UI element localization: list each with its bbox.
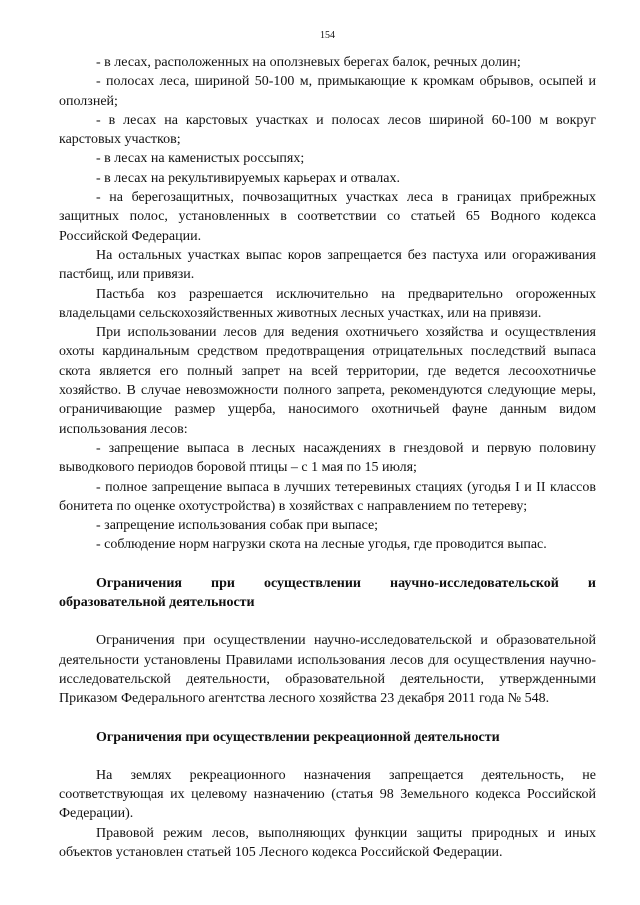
paragraph: Ограничения при осуществлении научно-исследовательской и образовательной деятельности установлены Правилами использования лесов для осуществления научно-исследовательской деятельности, образовательной деятельности, утвержденными Приказом Федерального агентства лесного хозяйства 23 декабря 2011 года № 548. [59,633,596,707]
paragraph: На землях рекреационного назначения запрещается деятельность, не соответствующая их целевому назначению (статья 98 Земельного кодекса Российской Федерации). [59,767,596,822]
paragraph: - на берегозащитных, почвозащитных участках леса в границах прибрежных защитных полос, установленных в соответствии со статьей 65 Водного кодекса Российской Федерации. [59,190,596,244]
paragraph: - в лесах, расположенных на оползневых берегах балок, речных долин; [96,55,521,70]
paragraph: - запрещение использования собак при выпасе; [96,518,379,534]
paragraph: - соблюдение норм нагрузки скота на лесные угодья, где проводится выпас. [96,537,547,553]
paragraph: - в лесах на каменистых россыпях; [96,151,305,167]
paragraph: - запрещение выпаса в лесных насаждениях в гнездовой и первую половину выводкового периодов боровой птицы – с 1 мая по 15 июля; [59,440,596,476]
section-heading: Ограничения при осуществлении научно-исследовательской и образовательной деятельности [59,575,596,611]
paragraph: - полосах леса, шириной 50-100 м, примыкающие к кромкам обрывов, осыпей и оползней; [59,74,596,109]
paragraph: - в лесах на рекультивируемых карьерах и отвалах. [96,170,400,186]
section-heading: Ограничения при осуществлении рекреационной деятельности [96,729,500,745]
paragraph: При использовании лесов для ведения охотничьего хозяйства и осуществления охоты кардинальным средством предотвращения отрицательных последствий выпаса скота является его полный запрет на всей территории, где ведется лесоохотничье хозяйство. В случае невозможности полного запрета, рекомендуются следующие меры, ограничивающие размер ущерба, наносимого охотничьей фауне данным видом использования лесов: [59,325,596,437]
page-number: 154 [320,30,335,41]
paragraph: Пастьба коз разрешается исключительно на предварительно огороженных владельцами сельскохозяйственных животных лесных участках, или на привязи. [59,286,596,321]
paragraph: - в лесах на карстовых участках и полосах лесов шириной 60-100 м вокруг карстовых участков; [59,112,596,148]
paragraph: На остальных участках выпас коров запрещается без пастуха или огораживания пастбищ, или привязи. [59,247,596,283]
paragraph: Правовой режим лесов, выполняющих функции защиты природных и иных объектов установлен статьей 105 Лесного кодекса Российской Федерации. [59,825,596,860]
paragraph: - полное запрещение выпаса в лучших тетеревиных стациях (угодья I и II классов бонитета по оценке охотустройства) в хозяйствах с направлением по тетереву; [59,479,596,514]
